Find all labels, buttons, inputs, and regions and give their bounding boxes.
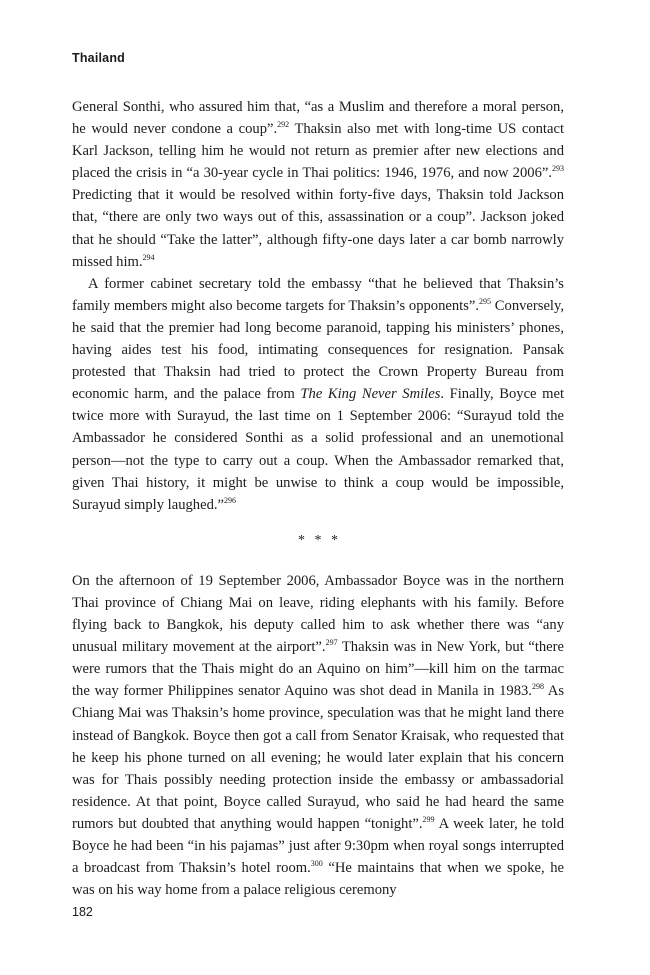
text: On the afternoon of 19 September 2006, Ambassador Boyce was in the northern Thai province of Chiang Mai on leave, riding elephants with his family. Before flying back to Bangkok, his deputy called him to ask whether there was “any unusual military movement at the airport”. bbox=[72, 572, 564, 656]
footnote-ref[interactable]: 296 bbox=[224, 495, 236, 505]
footnote-ref[interactable]: 297 bbox=[325, 638, 338, 648]
page-number: 182 bbox=[72, 905, 93, 919]
footnote-ref[interactable]: 292 bbox=[277, 120, 290, 130]
paragraph-3 bbox=[72, 570, 564, 901]
text: Thaksin was in New York, but “there were rumors that the Thais might do an Aquino on him”—kill him on the tarmac the way former Philippines senator Aquino was shot dead in Manila in 1983. bbox=[72, 639, 564, 700]
text: . Finally, Boyce met twice more with Surayud, the last time on 1 September 2006: “Surayud told the Ambassador he considered Sonthi as a solid professional and an unemotional person—not the type to carry out a coup. When the Ambassador remarked that, given Thai history, it might be unwise to think a coup would be impossible, Surayud simply laughed.” bbox=[72, 386, 565, 513]
body-text bbox=[72, 96, 564, 901]
text: A week later, he told Boyce he had been “in his pajamas” just after 9:30pm when royal songs interrupted a broadcast from Thaksin’s hotel room. bbox=[72, 815, 564, 877]
footnote-ref[interactable]: 295 bbox=[479, 296, 492, 306]
footnote-ref[interactable]: 299 bbox=[422, 815, 435, 825]
section-break: * * * bbox=[298, 532, 338, 548]
footnote-ref[interactable]: 294 bbox=[142, 252, 155, 262]
paragraph-2 bbox=[72, 273, 564, 516]
footnote-ref[interactable]: 293 bbox=[552, 164, 564, 174]
text: General Sonthi, who assured him that, “as a Muslim and therefore a moral person, he would never condone a coup”. bbox=[72, 99, 564, 138]
footnote-ref[interactable]: 298 bbox=[531, 682, 544, 692]
text: Thaksin also met with long-time US contact Karl Jackson, telling him he would not return as premier after new elections and placed the crisis in “a 30-year cycle in Thai politics: 1946, 1976, and now 2006”. bbox=[72, 121, 564, 182]
text: Conversely, he said that the premier had long become paranoid, tapping his ministers’ phones, having aides test his food, intimating consequences for resignation. Pansak protested that Thaksin had tried to protect the Crown Property Bureau from economic harm, and the palace from bbox=[72, 297, 564, 403]
running-head: Thailand bbox=[72, 51, 125, 65]
text: As Chiang Mai was Thaksin’s home province, speculation was that he might land there instead of Bangkok. Boyce then got a call from Senator Kraisak, who requested that he keep his phone turned on all evening; he would later explain that his concern was for Thais possibly needing protection inside the embassy or ambassadorial residence. At that point, Boyce called Surayud, who said he had heard the same rumors but doubted that anything would happen “tonight”. bbox=[72, 683, 565, 832]
footnote-ref[interactable]: 300 bbox=[310, 859, 323, 869]
text: A former cabinet secretary told the embassy “that he believed that Thaksin’s family members might also become targets for Thaksin’s opponents”. bbox=[72, 275, 564, 314]
paragraph-1 bbox=[72, 96, 564, 273]
text: “He maintains that when we spoke, he was on his way home from a palace religious ceremony bbox=[72, 860, 565, 899]
book-title: The King Never Smiles bbox=[300, 386, 441, 403]
text: Predicting that it would be resolved within forty-five days, Thaksin told Jackson that, “there are only two ways out of this, assassination or a coup”. Jackson joked that he should “Take the latter”, although fifty-one days later a car bomb narrowly missed him. bbox=[72, 187, 564, 270]
